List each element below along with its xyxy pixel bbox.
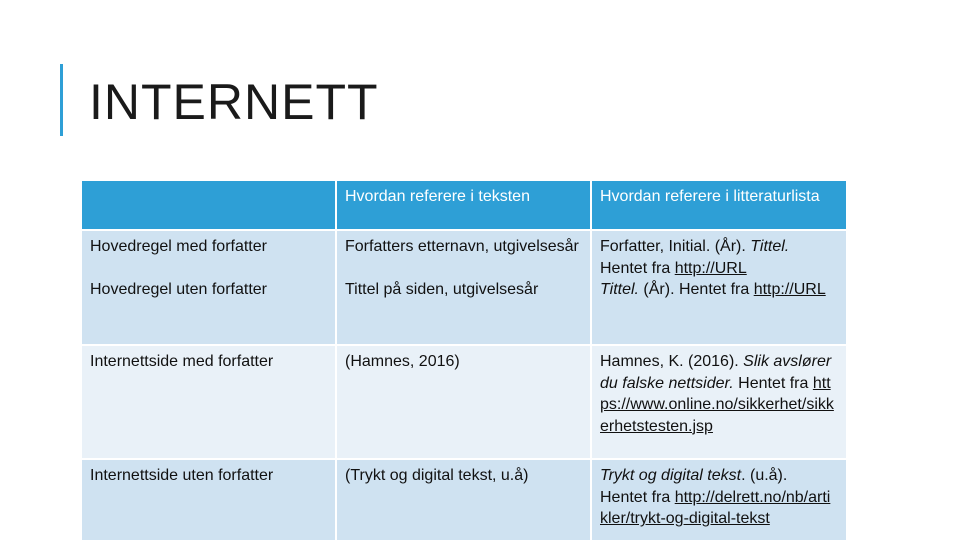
- reference-cell: [591, 459, 847, 540]
- title-accent-bar: [60, 64, 63, 136]
- row-label-without-author: Hovedregel uten forfatter: [90, 280, 267, 298]
- reference-cell: [591, 345, 847, 459]
- reference-title: Tittel.: [750, 238, 790, 255]
- url-link[interactable]: http://delrett.no/nb/artikler/trykt-og-digital-tekst: [600, 488, 831, 528]
- row-label-cell: Internettside med forfatter: [81, 345, 336, 459]
- reference-text: Hentet fra: [600, 259, 675, 277]
- reference-title: Trykt og digital tekst: [600, 467, 742, 484]
- in-text-cell: (Hamnes, 2016): [336, 345, 591, 459]
- url-link[interactable]: http://URL: [753, 281, 826, 299]
- reference-title: Tittel.: [600, 281, 639, 299]
- url-link[interactable]: http://URL: [674, 259, 747, 277]
- reference-cell: [591, 230, 847, 345]
- row-label-with-author: Hovedregel med forfatter: [90, 238, 267, 255]
- in-text-cell: (Trykt og digital tekst, u.å): [336, 459, 591, 540]
- in-text-with-author: Forfatters etternavn, utgivelsesår: [345, 238, 579, 255]
- reference-text: . (u.å). Hentet fra: [600, 467, 788, 506]
- reference-table: [80, 179, 848, 540]
- header-cell-in-text: Hvordan referere i teksten: [336, 180, 591, 230]
- reference-text: Hentet fra: [733, 374, 813, 392]
- in-text-without-author: Tittel på siden, utgivelsesår: [345, 280, 539, 298]
- table-header-row: [81, 180, 847, 230]
- header-cell-reference-list: Hvordan referere i litteraturlista: [591, 180, 847, 230]
- header-cell-empty: [81, 180, 336, 230]
- reference-text: Forfatter, Initial. (År).: [600, 238, 751, 255]
- reference-title: Slik avslører du falske nettsider.: [600, 353, 832, 392]
- row-label-cell: [81, 230, 336, 345]
- reference-text: (År). Hentet fra: [638, 281, 754, 299]
- url-link[interactable]: https://www.online.no/sikkerhet/sikkerhetstesten.jsp: [600, 374, 834, 435]
- table-row: [81, 230, 847, 345]
- table-row: [81, 459, 847, 540]
- row-label-cell: Internettside uten forfatter: [81, 459, 336, 540]
- page-title: INTERNETT: [89, 74, 379, 130]
- in-text-cell: [336, 230, 591, 345]
- table-row: [81, 345, 847, 459]
- reference-text: Hamnes, K. (2016).: [600, 353, 744, 370]
